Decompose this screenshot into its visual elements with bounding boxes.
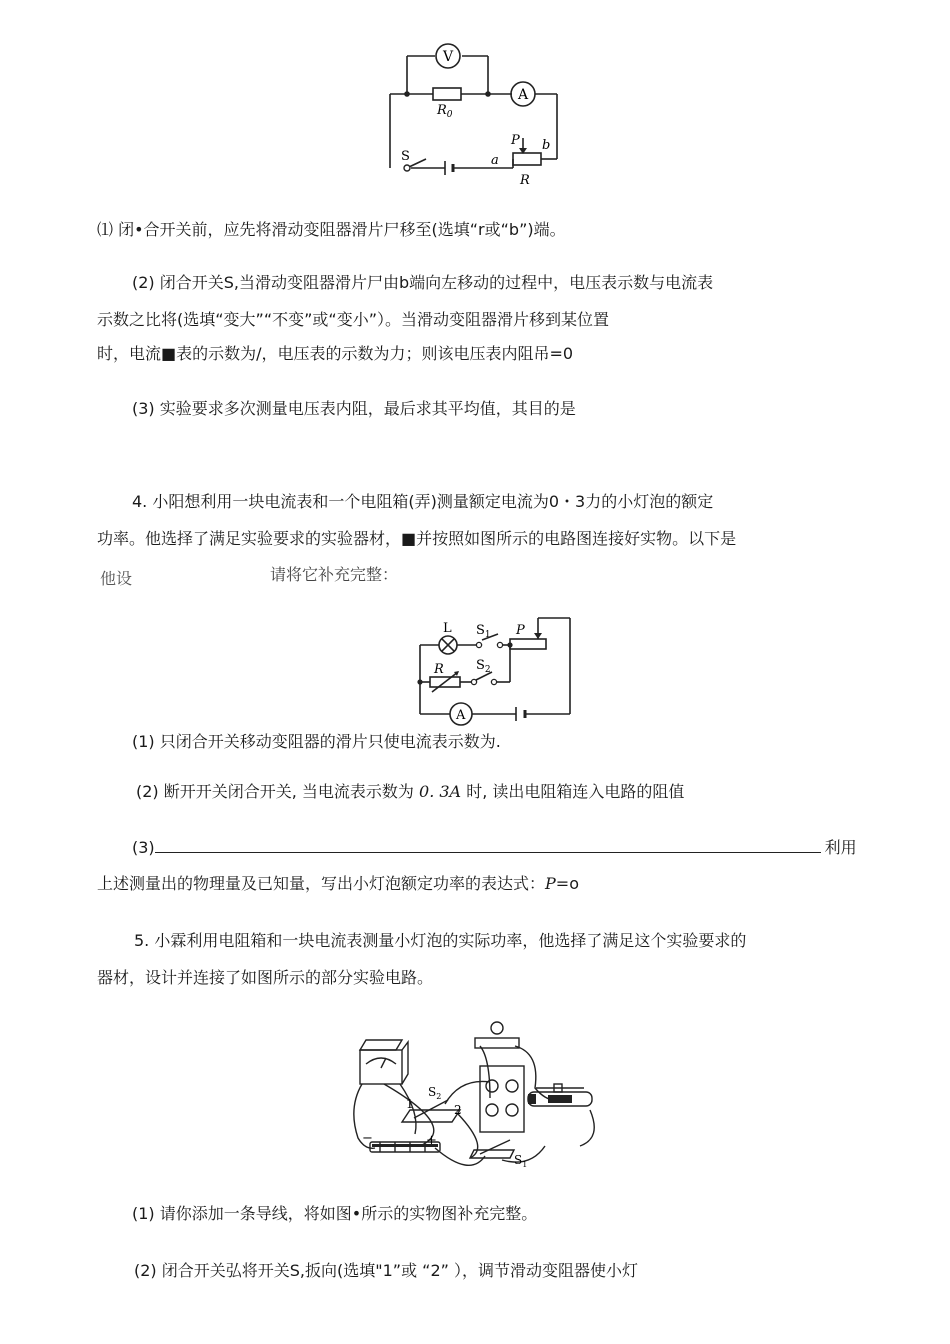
rheostat-r-label: R	[520, 173, 530, 188]
q4-part3-line1: (3) 利用	[132, 838, 857, 857]
q3-part2-line3: 时，电流■表的示数为/，电压表的示数为力；则该电压表内阻吊=0	[97, 344, 574, 363]
answer-blank[interactable]	[155, 836, 821, 853]
lamp-l-label: L	[443, 621, 452, 636]
q4-stem-line1: 4. 小阳想利用一块电流表和一个电阻箱(弄)测量额定电流为0・3力的小灯泡的额定	[132, 492, 714, 511]
pos1-label: 1	[406, 1097, 414, 1111]
slider-p-label: P	[511, 133, 520, 148]
switch-s2-label: $S_2$	[476, 658, 491, 675]
q3-part2-line2: 示数之比将(选填“变大”“不变”或“变小”）。当滑动变阻器滑片移到某位置	[97, 310, 609, 329]
r0-label: $R_0$	[437, 103, 453, 120]
switch-s-label: S	[401, 149, 410, 164]
resistor-box-label: R	[434, 662, 444, 677]
ammeter-label: A	[518, 87, 529, 103]
slider-p-label: P	[516, 623, 525, 638]
q5-stem-line1: 5. 小霖利用电阻箱和一块电流表测量小灯泡的实际功率，他选择了满足这个实验要求的	[134, 931, 747, 950]
end-b-label: b	[542, 138, 551, 153]
q3-part3: (3) 实验要求多次测量电压表内阻，最后求其平均值，其目的是	[132, 399, 576, 418]
s2-label: $S_2$	[428, 1085, 442, 1101]
q4-part1: (1) 只闭合开关移动变阻器的滑片只使电流表示数为.	[132, 732, 501, 751]
pos2-label: 2	[454, 1103, 462, 1117]
minus-terminal: −	[362, 1131, 373, 1146]
q5-stem-line2: 器材，设计并连接了如图所示的部分实验电路。	[97, 968, 434, 987]
circuit-diagram-1	[380, 36, 570, 191]
q4-stem-line3-right: 请将它补充完整：	[270, 565, 399, 584]
q4-part2: (2) 断开开关闭合开关, 当电流表示数为 0. 3A 时, 读出电阻箱连入电路的阻值	[136, 782, 685, 801]
q3-part1: ⑴ 闭•合开关前，应先将滑动变阻器滑片尸移至(选填“r或“b”)端。	[97, 220, 566, 239]
q4-stem-line2: 功率。他选择了满足实验要求的实验器材，■并按照如图所示的电路图连接好实物。以下是	[97, 529, 737, 548]
end-a-label: a	[491, 153, 499, 168]
voltmeter-label: V	[443, 49, 454, 65]
q5-part1: (1) 请你添加一条导线，将如图•所示的实物图补充完整。	[132, 1204, 538, 1223]
q4-stem-line3-left: 他设	[100, 569, 133, 588]
q3-part2-line1: (2) 闭合开关S,当滑动变阻器滑片尸由b端向左移动的过程中，电压表示数与电流表	[132, 273, 714, 292]
plus-terminal: +	[426, 1133, 437, 1148]
apparatus-drawing	[340, 1018, 610, 1178]
ammeter-label: A	[456, 708, 466, 723]
q5-part2: (2) 闭合开关弘将开关S,扳向(选填"1”或 “2” ），调节滑动变阻器使小灯	[134, 1261, 638, 1280]
s1-label: $S_1$	[514, 1153, 528, 1169]
q4-part3-line2: 上述测量出的物理量及已知量，写出小灯泡额定功率的表达式：P=o	[97, 874, 579, 893]
switch-s1-label: $S_1$	[476, 623, 491, 640]
circuit-diagram-2	[410, 612, 580, 727]
